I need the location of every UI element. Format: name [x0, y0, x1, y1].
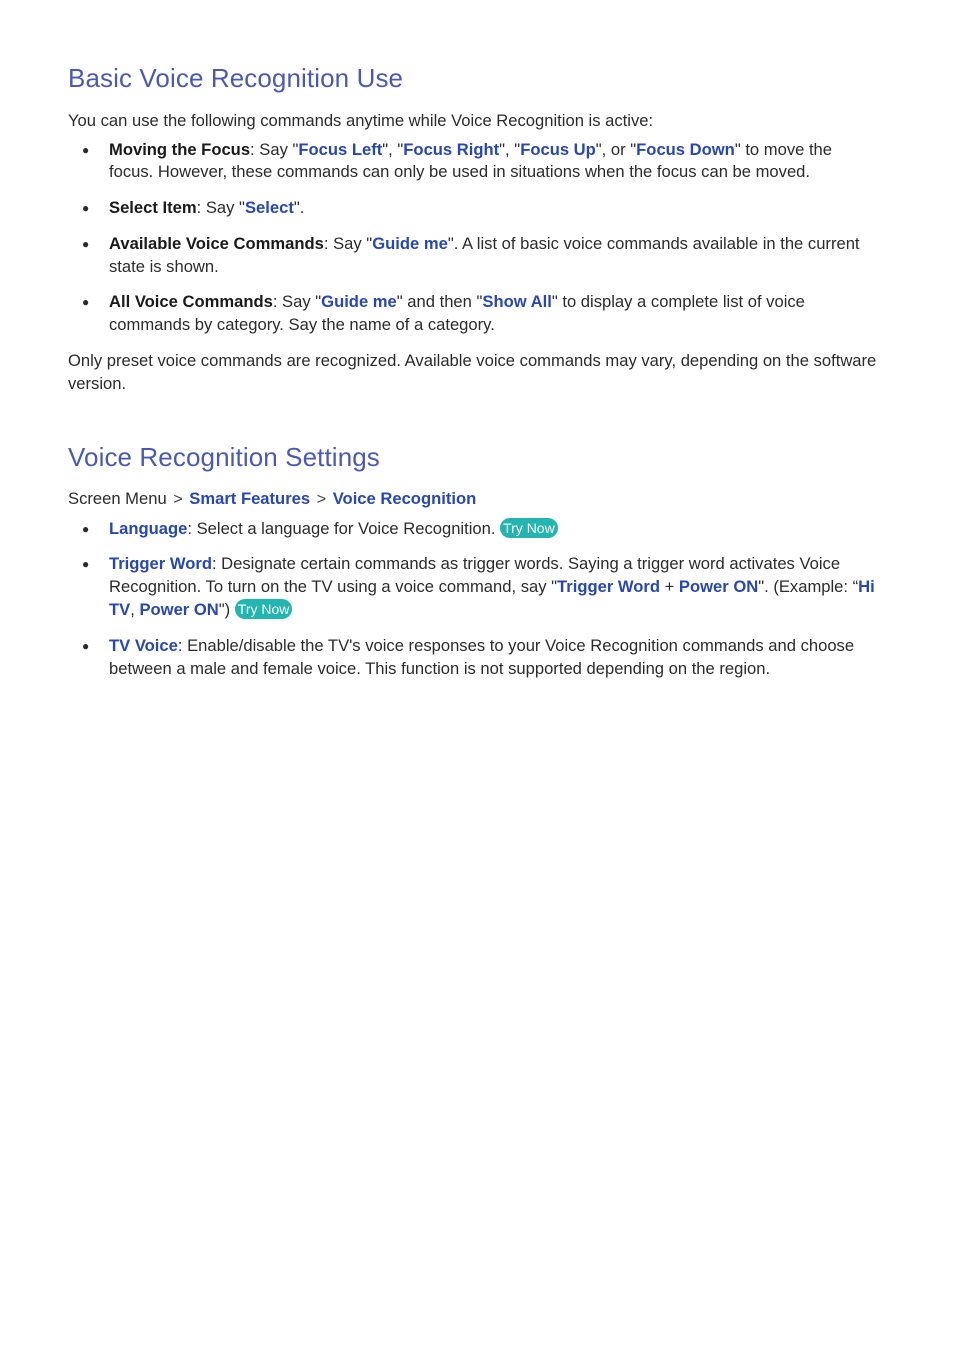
keyword: Focus Down: [636, 139, 735, 159]
section-title-settings: Voice Recognition Settings: [68, 442, 380, 473]
item-label: Trigger Word: [109, 554, 212, 574]
list-item-tv-voice: [68, 635, 878, 681]
chevron-right-icon: >: [316, 491, 327, 509]
text: ", ": [499, 139, 521, 159]
item-label: Moving the Focus: [109, 139, 251, 159]
text: : Select a language for Voice Recognition.: [187, 518, 501, 538]
text: "): [218, 599, 235, 619]
item-label: TV Voice: [109, 635, 178, 655]
list-item-select-item: [68, 197, 878, 220]
bullet-icon: ●: [82, 295, 90, 310]
try-now-button[interactable]: Try Now: [500, 518, 558, 538]
settings-list: [68, 518, 878, 681]
text: ", ": [382, 139, 404, 159]
item-label: Available Voice Commands: [109, 233, 324, 253]
bullet-icon: ●: [82, 557, 90, 572]
keyword: Power ON: [678, 577, 759, 597]
keyword: Focus Right: [403, 139, 500, 159]
text: " to display a complete list of voice commands by category. Say the name of a category.: [109, 292, 805, 335]
bullet-icon: ●: [82, 521, 90, 536]
text: : Enable/disable the TV's voice responses to your Voice Recognition commands and choose between a male and female voice. This function is not supported depending on the region.: [109, 635, 855, 678]
intro-text: You can use the following commands anytime while Voice Recognition is active:: [68, 111, 654, 130]
keyword: Hi TV: [109, 577, 875, 619]
section-title-basic-use: Basic Voice Recognition Use: [68, 63, 404, 93]
text: : Say ": [323, 233, 373, 253]
keyword: Show All: [482, 292, 552, 312]
list-item-trigger-word: [68, 553, 878, 621]
keyword: Trigger Word: [557, 577, 660, 597]
text: : Say ": [272, 292, 322, 312]
item-label: All Voice Commands: [109, 292, 273, 312]
basic-commands-list: [68, 139, 878, 338]
keyword: Guide me: [372, 233, 448, 253]
text: ". A list of basic voice commands available in the current state is shown.: [109, 233, 860, 276]
bullet-icon: ●: [82, 142, 90, 157]
list-item-available-commands: [68, 233, 878, 279]
keyword: Focus Up: [520, 139, 596, 159]
breadcrumb-smart-features[interactable]: Smart Features: [189, 489, 311, 509]
text: +: [659, 577, 679, 597]
text: : Designate certain commands as trigger words. Saying a trigger word activates Voice Recognition. To turn on the TV using a voice command, say ": [109, 554, 841, 597]
keyword: Select: [244, 198, 294, 218]
keyword: Guide me: [321, 292, 397, 312]
breadcrumb: [68, 488, 878, 512]
item-label: Language: [109, 518, 188, 538]
text: : Say ": [250, 139, 299, 159]
text: ".: [293, 198, 305, 218]
document-page: [68, 60, 878, 693]
list-item-moving-focus: [68, 139, 878, 185]
breadcrumb-voice-recognition[interactable]: Voice Recognition: [332, 489, 477, 509]
chevron-right-icon: >: [173, 491, 183, 509]
note-text: Only preset voice commands are recognized. Available voice commands may vary, depending on the software version.: [68, 351, 877, 393]
item-label: Select Item: [109, 198, 197, 218]
try-now-button[interactable]: Try Now: [235, 599, 293, 619]
list-item-all-commands: [68, 291, 878, 337]
text: ", or ": [595, 139, 637, 159]
breadcrumb-root: Screen Menu: [68, 489, 167, 509]
bullet-icon: ●: [82, 638, 90, 653]
text: ". (Example: “: [758, 577, 859, 597]
text: " and then ": [396, 292, 483, 312]
keyword: Focus Left: [298, 139, 383, 159]
bullet-icon: ●: [82, 236, 90, 251]
text: : Say ": [196, 198, 245, 218]
list-item-language: [68, 518, 878, 541]
keyword: Power ON: [139, 599, 219, 619]
text: " to move the focus. However, these commands can only be used in situations when the focus can be moved.: [109, 139, 833, 182]
bullet-icon: ●: [82, 201, 90, 216]
text: ,: [130, 599, 140, 619]
